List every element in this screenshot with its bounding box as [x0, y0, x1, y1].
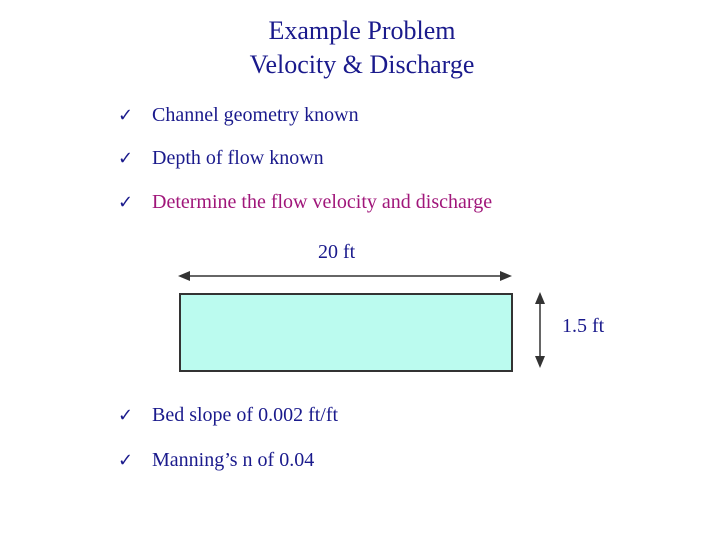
width-arrow [178, 271, 512, 281]
channel-depth-label: 1.5 ft [562, 315, 605, 337]
checkmark-icon: ✓ [118, 105, 134, 126]
channel-width-label: 20 ft [318, 241, 356, 263]
bullet-text: Determine the flow velocity and discharge [152, 191, 493, 213]
bullet-bed-slope [118, 402, 338, 429]
depth-arrow [535, 292, 545, 368]
bullet-text: Channel geometry known [152, 104, 359, 126]
bullet-mannings-n [118, 447, 314, 474]
checkmark-icon: ✓ [118, 450, 134, 471]
checkmark-icon: ✓ [118, 148, 134, 169]
checkmark-icon: ✓ [118, 192, 134, 213]
title-line-1: Example Problem [268, 16, 456, 45]
bullet-text: Manning’s n of 0.04 [152, 449, 315, 471]
bullet-text: Bed slope of 0.002 ft/ft [152, 404, 339, 426]
title-line-2: Velocity & Discharge [249, 50, 475, 79]
checkmark-icon: ✓ [118, 405, 134, 426]
bullet-text: Depth of flow known [152, 147, 324, 169]
